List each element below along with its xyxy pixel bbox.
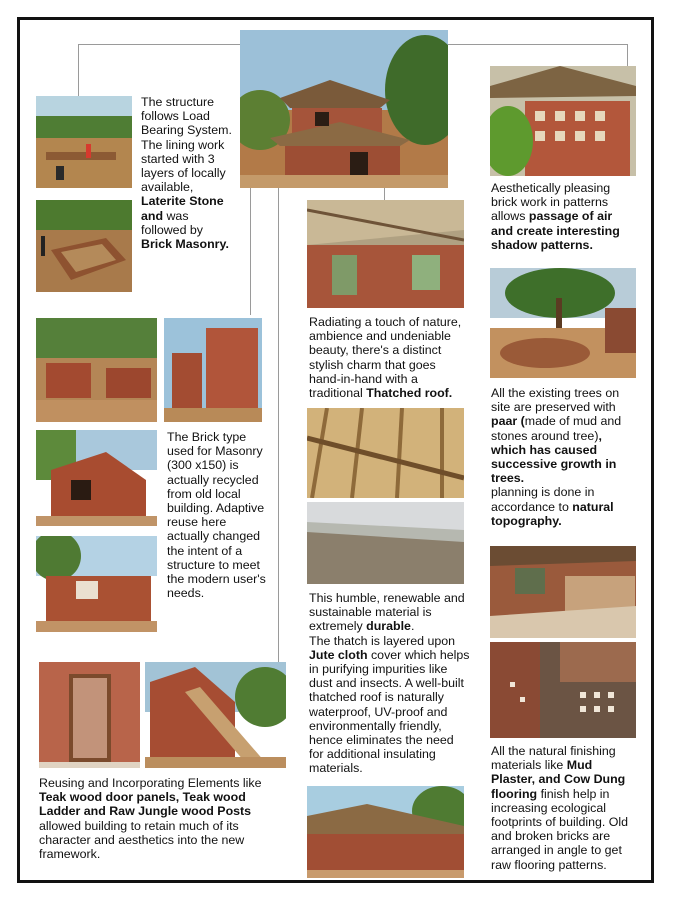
foundation-photo (36, 200, 132, 292)
brick-masonry-bold: Brick Masonry. (141, 237, 229, 252)
mud-plaster-photo (490, 546, 636, 638)
reusing-intro: Reusing and Incorporating Elements like (39, 776, 262, 790)
thatched-intro: Radiating a touch of nature, ambience and undeniable beauty, there's a distinct stylish charm that goes hand-in-hand with a traditional (309, 315, 462, 401)
reusing-elements-text (39, 776, 289, 861)
trees-preserved-text (491, 386, 637, 528)
brick-jali-photo (490, 66, 636, 176)
connector-line (448, 44, 628, 45)
paar-description: made of mud and stones around tree) (491, 414, 622, 443)
connector-line (627, 44, 628, 66)
brick-patterns-intro: Aesthetically pleasing brick work in patterns allows (491, 181, 611, 224)
air-shadow-bold: passage of air and create interesting shadow patterns. (491, 209, 620, 252)
reusing-outro: allowed building to retain much of its character and aesthetics into the new framework. (39, 818, 245, 862)
brick-patterns-text (491, 181, 637, 252)
brick-type-text (167, 430, 271, 600)
laterite-stone-bold: Laterite Stone and (141, 194, 224, 223)
growth-bold: , which has caused successive growth in trees. (491, 428, 617, 486)
brick-columns-photo (164, 318, 262, 422)
teak-elements-bold: Teak wood door panels, Teak wood Ladder and Raw Jungle wood Posts (39, 790, 252, 819)
followed-by-text: was followed by (141, 208, 203, 237)
jute-cloth-bold: Jute cloth (309, 647, 368, 662)
planning-text: planning is done in accordance to (491, 485, 595, 514)
brick-room-photo (36, 430, 157, 526)
thatch-layered-text: The thatch is layered upon (309, 633, 456, 648)
humble-intro: This humble, renewable and sustainable material is extremely (309, 591, 465, 634)
tree-paar-photo (490, 268, 636, 378)
laterite-work-photo (36, 96, 132, 188)
natural-topography-bold: natural topography. (491, 499, 614, 528)
connector-line (78, 44, 240, 45)
durable-period: . (410, 619, 415, 634)
lining-work-sentence: The lining work started with 3 layers of locally available, (141, 137, 226, 195)
durable-bold: durable (366, 619, 411, 634)
finishing-description: finish help in increasing ecological footprints of building. Old and broken bricks are arranged in angle to get raw flooring patterns. (491, 786, 629, 872)
finishing-materials-text (491, 744, 637, 872)
thatched-roof-bold: Thatched roof. (366, 386, 453, 401)
finishing-intro: All the natural finishing materials like (491, 744, 616, 773)
finished-house-photo (307, 786, 464, 878)
thatched-roof-text (309, 315, 467, 400)
roof-structure-photo (307, 200, 464, 308)
bamboo-thatch-photo (307, 408, 464, 498)
load-bearing-text (141, 95, 237, 251)
brick-type-paragraph: The Brick type used for Masonry (300 x150) is actually recycled from old local building. Adaptive reuse here actually changed the intent of a structure to meet the modern user's needs. (167, 430, 266, 601)
brick-walls-complete-photo (36, 536, 157, 632)
jute-cloth-photo (307, 502, 464, 584)
load-bearing-sentence: The structure follows Load Bearing System. (141, 95, 232, 138)
connector-line (78, 44, 79, 96)
teak-ladder-photo (145, 662, 286, 768)
teak-door-photo (39, 662, 140, 768)
humble-material-text (309, 591, 471, 776)
shadow-pattern-photo (490, 642, 636, 738)
connector-line (250, 188, 251, 315)
connector-line (384, 188, 385, 200)
paar-bold: paar ( (491, 414, 525, 429)
jute-description: cover which helps in purifying impurities like dust and insects. A well-built thatched roof is naturally waterproof, UV-proof and environmentally friendly, hence eliminates the need for additional insulating materials. (309, 647, 470, 776)
mud-plaster-bold: Mud Plaster, and Cow Dung flooring (491, 758, 626, 801)
house-photo (240, 30, 448, 188)
trees-intro: All the existing trees on site are preserved with (491, 386, 620, 415)
connector-line (278, 188, 279, 663)
brick-wall-start-photo (36, 318, 157, 422)
